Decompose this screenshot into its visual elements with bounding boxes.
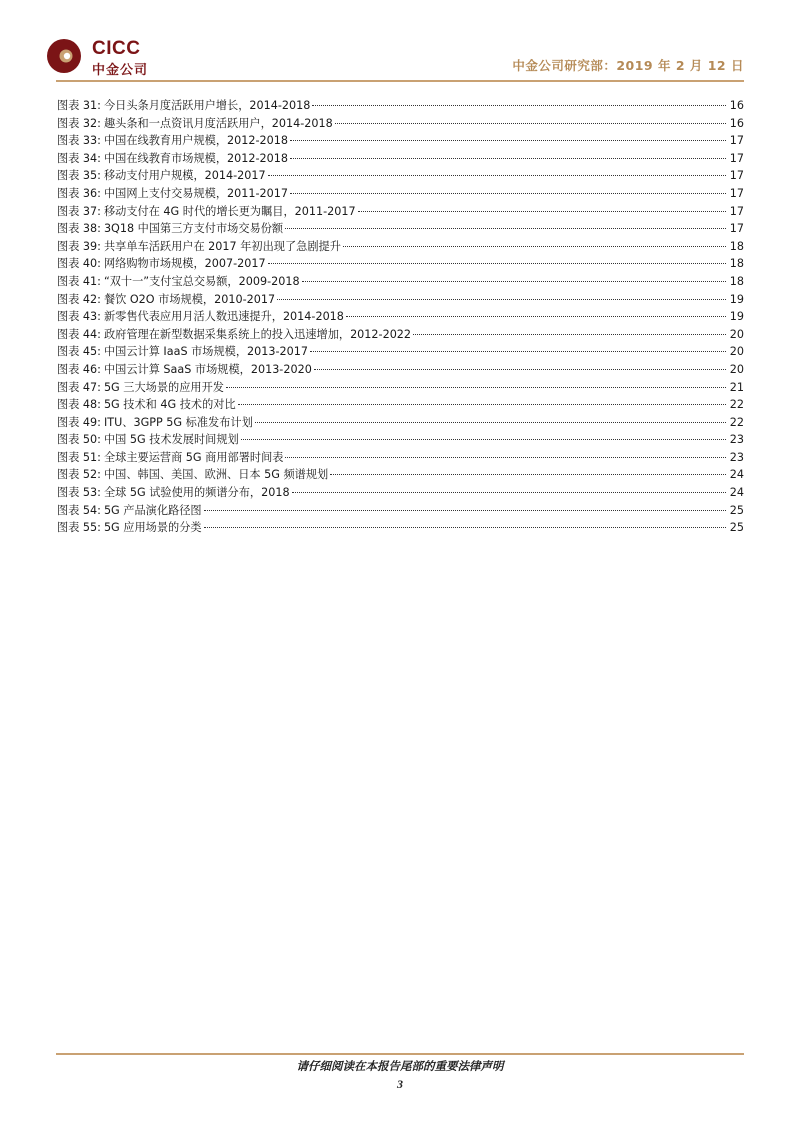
toc-entry-label: 图表 53: <box>57 486 101 500</box>
toc-entry-label: 图表 55: <box>57 521 101 535</box>
toc-entry-title: 中国 5G 技术发展时间规划 <box>103 433 239 447</box>
toc-entry-label: 图表 34: <box>57 151 101 165</box>
toc-entry-page: 16 <box>729 116 744 130</box>
toc-entry-title: 中国在线教育用户规模，2012-2018 <box>103 134 288 148</box>
toc-leader-dots <box>241 438 726 440</box>
toc-entry-title: 中国云计算 SaaS 市场规模，2013-2020 <box>103 362 312 376</box>
toc-entry-title: 中国网上支付交易规模，2011-2017 <box>103 186 288 200</box>
toc-entry-title: 共享单车活跃用户在 2017 年初出现了急剧提升 <box>103 239 341 253</box>
toc-entry-label: 图表 31: <box>57 99 101 112</box>
toc-entry-label: 图表 44: <box>57 327 101 341</box>
toc-entry-page: 18 <box>729 257 744 271</box>
toc-entry-label: 图表 33: <box>57 134 101 148</box>
toc-entry[interactable] <box>57 220 744 238</box>
toc-entry-title: 3Q18 中国第三方支付市场交易份额 <box>103 222 284 236</box>
toc-leader-dots <box>302 280 726 282</box>
toc-entry-title: 中国、韩国、美国、欧洲、日本 5G 频谱规划 <box>103 468 329 482</box>
toc-entry-title: 5G 应用场景的分类 <box>103 521 202 535</box>
toc-entry-label: 图表 51: <box>57 450 101 464</box>
toc-entry-page: 17 <box>729 222 744 236</box>
report-source-date: 中金公司研究部：2019 年 2 月 12 日 <box>512 58 744 73</box>
toc-entry-label: 图表 47: <box>57 380 101 394</box>
toc-entry[interactable] <box>57 449 744 467</box>
toc-entry-page: 20 <box>729 362 744 376</box>
toc-entry-page: 21 <box>729 380 744 394</box>
toc-leader-dots <box>204 526 726 528</box>
toc-entry[interactable] <box>57 414 744 432</box>
toc-entry-page: 18 <box>729 239 744 253</box>
toc-leader-dots <box>343 245 726 247</box>
toc-entry-title: 网络购物市场规模，2007-2017 <box>103 257 266 271</box>
toc-entry-page: 17 <box>729 151 744 165</box>
brand-name-en: CICC <box>92 38 141 59</box>
toc-leader-dots <box>290 157 726 159</box>
toc-entry-title: 全球 5G 试验使用的频谱分布，2018 <box>103 486 290 500</box>
page-header <box>0 0 800 90</box>
toc-entry-label: 图表 35: <box>57 169 101 183</box>
footer-divider <box>56 1053 744 1055</box>
toc-entry[interactable] <box>57 115 744 133</box>
toc-entry[interactable] <box>57 132 744 150</box>
toc-entry[interactable] <box>57 379 744 397</box>
toc-leader-dots <box>314 368 726 370</box>
toc-entry-label: 图表 41: <box>57 274 101 288</box>
toc-leader-dots <box>238 403 726 405</box>
toc-entry-title: 新零售代表应用月活人数迅速提升，2014-2018 <box>103 310 344 324</box>
toc-entry-page: 17 <box>729 169 744 183</box>
toc-entry-title: 5G 三大场景的应用开发 <box>103 380 224 394</box>
toc-entry-page: 16 <box>729 99 744 112</box>
toc-entry-title: 趣头条和一点资讯月度活跃用户，2014-2018 <box>103 116 333 130</box>
toc-entry-page: 22 <box>729 415 744 429</box>
toc-entry-label: 图表 54: <box>57 503 101 517</box>
toc-entry[interactable] <box>57 203 744 221</box>
toc-leader-dots <box>285 456 726 458</box>
toc-entry-page: 19 <box>729 310 744 324</box>
toc-leader-dots <box>277 298 726 300</box>
toc-entry-label: 图表 43: <box>57 310 101 324</box>
toc-entry-title: 5G 技术和 4G 技术的对比 <box>103 398 236 412</box>
toc-entry-title: ITU、3GPP 5G 标准发布计划 <box>103 415 253 429</box>
toc-entry[interactable] <box>57 238 744 256</box>
toc-entry[interactable] <box>57 326 744 344</box>
toc-entry-page: 17 <box>729 186 744 200</box>
toc-leader-dots <box>226 386 726 388</box>
toc-entry-page: 24 <box>729 486 744 500</box>
toc-entry-page: 18 <box>729 274 744 288</box>
toc-entry-page: 25 <box>729 521 744 535</box>
toc-leader-dots <box>413 333 726 335</box>
toc-leader-dots <box>335 122 726 124</box>
toc-entry-title: 5G 产品演化路径图 <box>103 503 202 517</box>
toc-entry-title: 餐饮 O2O 市场规模，2010-2017 <box>103 292 276 306</box>
toc-entry[interactable] <box>57 273 744 291</box>
toc-entry-label: 图表 45: <box>57 345 101 359</box>
toc-leader-dots <box>346 315 726 317</box>
toc-entry-title: 政府管理在新型数据采集系统上的投入迅速增加，2012-2022 <box>103 327 412 341</box>
toc-leader-dots <box>290 139 726 141</box>
toc-leader-dots <box>204 509 726 511</box>
toc-leader-dots <box>330 473 726 475</box>
toc-entry-label: 图表 48: <box>57 398 101 412</box>
toc-entry-title: 移动支付在 4G 时代的增长更为瞩目，2011-2017 <box>103 204 356 218</box>
toc-entry[interactable] <box>57 396 744 414</box>
toc-entry-page: 22 <box>729 398 744 412</box>
toc-leader-dots <box>255 421 726 423</box>
toc-entry[interactable] <box>57 291 744 309</box>
toc-entry[interactable] <box>57 97 744 115</box>
toc-entry-page: 23 <box>729 450 744 464</box>
toc-leader-dots <box>268 262 726 264</box>
toc-entry[interactable] <box>57 255 744 273</box>
toc-entry[interactable] <box>57 167 744 185</box>
toc-entry[interactable] <box>57 150 744 168</box>
header-divider <box>56 80 744 82</box>
toc-entry[interactable] <box>57 343 744 361</box>
page-number: 3 <box>397 1077 403 1091</box>
table-of-figures <box>57 97 744 537</box>
toc-entry-label: 图表 50: <box>57 433 101 447</box>
toc-entry-label: 图表 52: <box>57 468 101 482</box>
toc-entry-label: 图表 46: <box>57 362 101 376</box>
brand-name-cn: 中金公司 <box>92 63 149 78</box>
toc-entry-label: 图表 37: <box>57 204 101 218</box>
toc-entry-label: 图表 49: <box>57 415 101 429</box>
toc-entry[interactable] <box>57 466 744 484</box>
toc-leader-dots <box>358 210 726 212</box>
toc-entry[interactable] <box>57 502 744 520</box>
toc-entry-page: 25 <box>729 503 744 517</box>
toc-entry-label: 图表 36: <box>57 186 101 200</box>
toc-entry[interactable] <box>57 185 744 203</box>
toc-entry-page: 24 <box>729 468 744 482</box>
toc-entry-page: 20 <box>729 345 744 359</box>
toc-entry-title: “双十一”支付宝总交易额，2009-2018 <box>103 274 300 288</box>
toc-entry-page: 19 <box>729 292 744 306</box>
toc-entry-title: 移动支付用户规模，2014-2017 <box>103 169 266 183</box>
toc-entry-page: 20 <box>729 327 744 341</box>
cicc-logo-icon <box>46 38 82 74</box>
toc-entry-title: 今日头条月度活跃用户增长，2014-2018 <box>103 99 311 112</box>
toc-entry-page: 17 <box>729 134 744 148</box>
legal-disclaimer: 请仔细阅读在本报告尾部的重要法律声明 <box>296 1059 504 1073</box>
toc-entry-label: 图表 40: <box>57 257 101 271</box>
toc-entry-title: 中国在线教育市场规模，2012-2018 <box>103 151 288 165</box>
toc-entry-title: 中国云计算 IaaS 市场规模，2013-2017 <box>103 345 309 359</box>
toc-leader-dots <box>290 192 726 194</box>
toc-entry-label: 图表 39: <box>57 239 101 253</box>
toc-entry[interactable] <box>57 519 744 537</box>
toc-entry-label: 图表 42: <box>57 292 101 306</box>
toc-entry[interactable] <box>57 361 744 379</box>
toc-leader-dots <box>285 227 726 229</box>
toc-entry[interactable] <box>57 484 744 502</box>
toc-leader-dots <box>310 350 726 352</box>
toc-entry-page: 23 <box>729 433 744 447</box>
toc-leader-dots <box>292 491 726 493</box>
toc-entry-label: 图表 32: <box>57 116 101 130</box>
toc-leader-dots <box>268 174 726 176</box>
toc-entry[interactable] <box>57 308 744 326</box>
toc-entry-page: 17 <box>729 204 744 218</box>
toc-entry[interactable] <box>57 431 744 449</box>
toc-leader-dots <box>312 104 726 106</box>
toc-entry-label: 图表 38: <box>57 222 101 236</box>
toc-entry-title: 全球主要运营商 5G 商用部署时间表 <box>103 450 284 464</box>
